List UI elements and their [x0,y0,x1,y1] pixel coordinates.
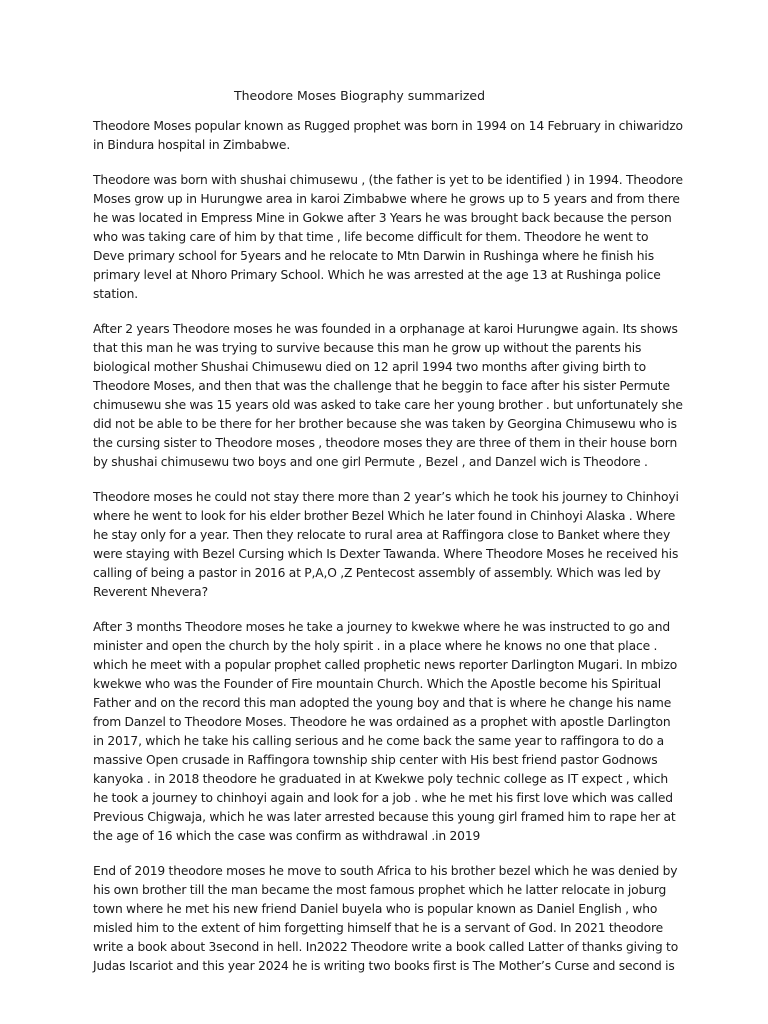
paragraph-orphanage: After 2 years Theodore moses he was founded in a orphanage at karoi Hurungwe again. Its shows that this man he was trying to survive because this man he grow up without the parents his biological mother Shushai Chimusewu died on 12 april 1994 two months after giving birth to Theodore Moses, and then that was the challenge that he beggin to face after his sister Permute chimusewu she was 15 years old was asked to take care her young brother . but unfortunately she did not be able to be there for her brother because she was taken by Georgina Chimusewu who is the cursing sister to Theodore moses , theodore moses they are three of them in their house born by shushai chimusewu two boys and one girl Permute , Bezel , and Danzel wich is Theodore . [93,322,683,469]
paragraph-childhood: Theodore was born with shushai chimusewu , (the father is yet to be identified ) in 1994. Theodore Moses grow up in Hurungwe area in karoi Zimbabwe where he grows up to 5 years and from there he was located in Empress Mine in Gokwe after 3 Years he was brought back because the person who was taking care of him by that time , life become difficult for them. Theodore he went to Deve primary school for 5years and he relocate to Mtn Darwin in Rushinga where he finish his primary level at Nhoro Primary School. Which he was arrested at the age 13 at Rushinga police station. [93,173,683,301]
paragraph-south-africa: End of 2019 theodore moses he move to south Africa to his brother bezel which he was denied by his own brother till the man became the most famous prophet which he latter relocate in joburg town where he met his new friend Daniel buyela who is popular known as Daniel English , who misled him to the extent of him forgetting himself that he is a servant of God. In 2021 theodore write a book about 3second in hell. In2022 Theodore write a book called Latter of thanks giving to Judas Iscariot and this year 2024 he is writing two books first is The Mother’s Curse and second is [93,864,679,973]
paragraph-chinhoyi: Theodore moses he could not stay there more than 2 year’s which he took his journey to Chinhoyi where he went to look for his elder brother Bezel Which he later found in Chinhoyi Alaska . Where he stay only for a year. Then they relocate to rural area at Raffingora close to Banket where they were staying with Bezel Cursing which Is Dexter Tawanda. Where Theodore Moses he received his calling of being a pastor in 2016 at P,A,O ,Z Pentecost assembly of assembly. Which was led by Reverent Nhevera? [93,490,679,599]
document-body [93,117,683,976]
document-title: Theodore Moses Biography summarized [234,88,486,103]
paragraph-birth: Theodore Moses popular known as Rugged prophet was born in 1994 on 14 February in chiwaridzo in Bindura hospital in Zimbabwe. [93,119,683,152]
paragraph-kwekwe: After 3 months Theodore moses he take a journey to kwekwe where he was instructed to go and minister and open the church by the holy spirit . in a place where he knows no one that place . which he meet with a popular prophet called prophetic news reporter Darlington Mugari. In mbizo kwekwe who was the Founder of Fire mountain Church. Which the Apostle become his Spiritual Father and on the record this man adopted the young boy and that is where he change his name from Danzel to Theodore Moses. Theodore he was ordained as a prophet with apostle Darlington in 2017, which he take his calling serious and he come back the same year to raffingora to do a massive Open crusade in Raffingora township ship center with His best friend pastor Godnows kanyoka . in 2018 theodore he graduated in at Kwekwe poly technic college as IT expect , which he took a journey to chinhoyi again and look for a job . whe he met his first love which was called Previous Chigwaja, which he was later arrested because this young girl framed him to rape her at the age of 16 which the case was confirm as withdrawal .in 2019 [93,620,678,843]
